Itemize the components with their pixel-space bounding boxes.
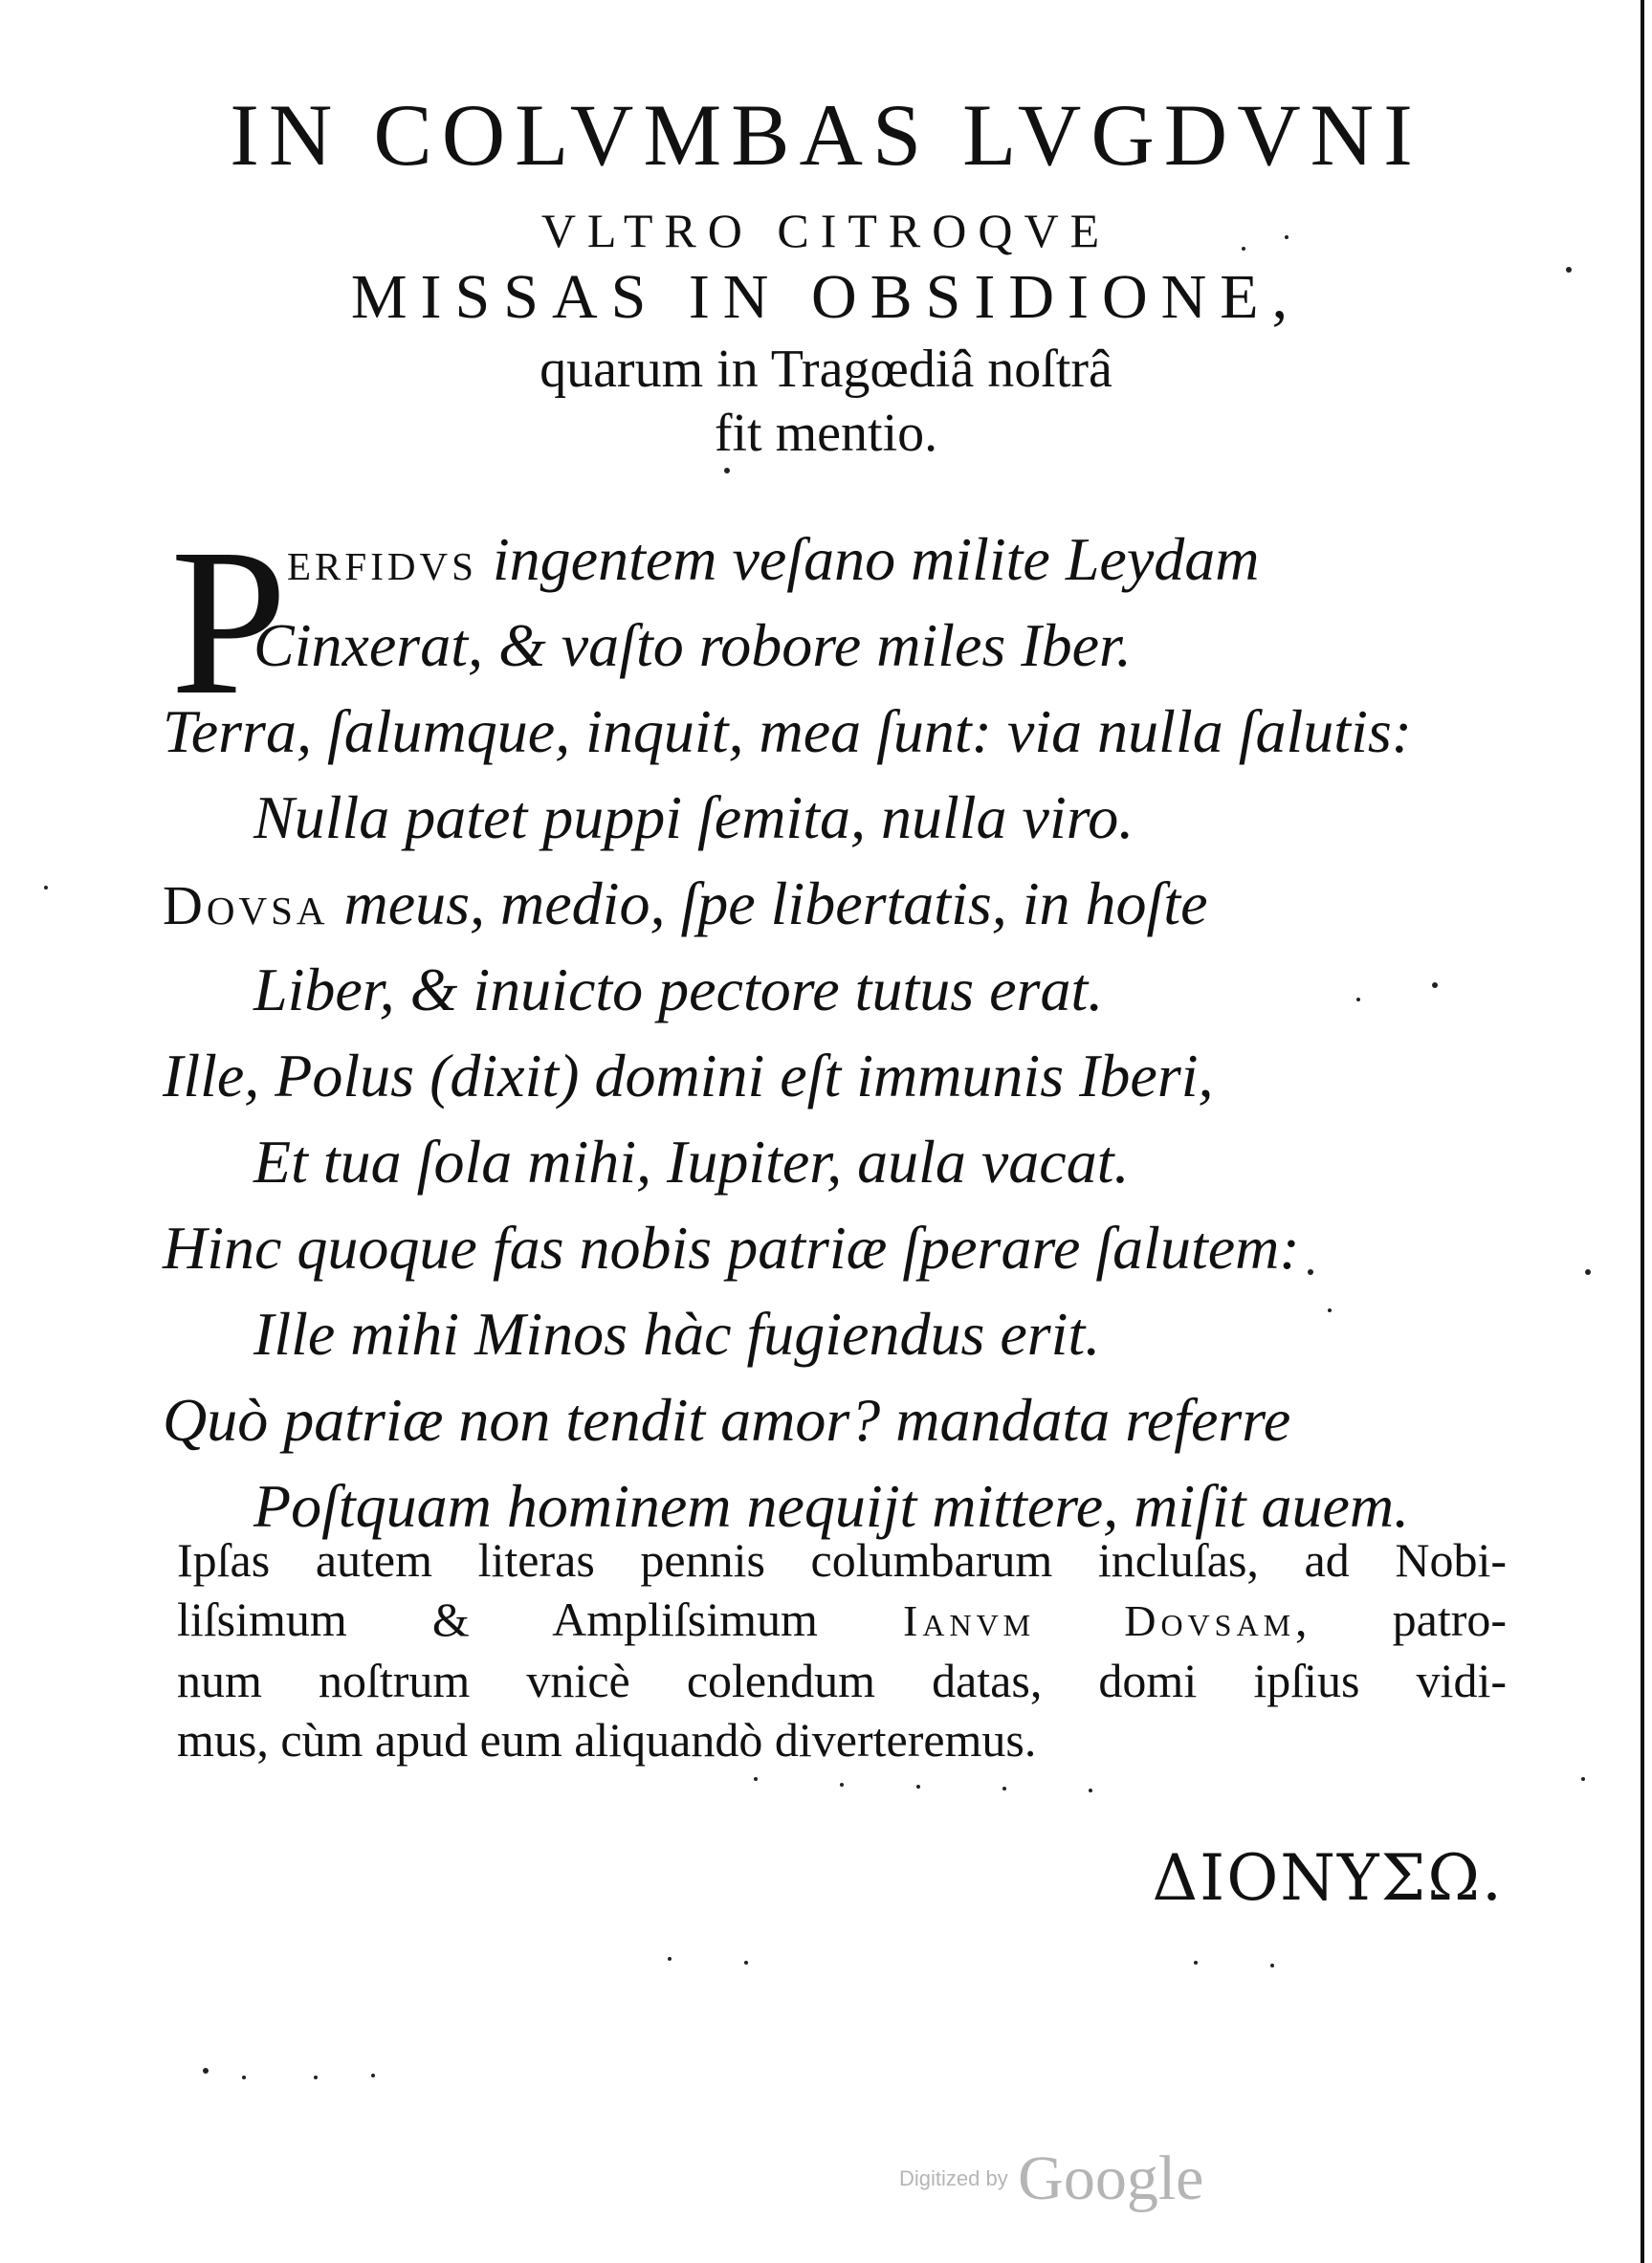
prose-line-2a: liſsimum & Ampliſsimum	[177, 1593, 904, 1646]
poem-line-8: Et tua ſola mihi, Iupiter, aula vacat.	[253, 1128, 1130, 1196]
poem-line-2: Cinxerat, & vaſto robore miles Iber.	[253, 611, 1132, 679]
signature: ΔΙΟΝΥΣΩ.	[1152, 1841, 1504, 1915]
drop-capital: P	[170, 505, 288, 738]
poem-line-5-rest: meus, medio, ſpe libertatis, in hoſte	[343, 869, 1208, 937]
watermark-prefix: Digitized by	[899, 2166, 1008, 2190]
prose-line-4: mus, cùm apud eum aliquandò diverteremus.	[177, 1713, 1037, 1767]
prose-line-1: Ipſas autem literas pennis columbarum incluſas, ad Nobi-	[177, 1533, 1507, 1587]
poem-line-11: Quò patriæ non tendit amor? mandata referre	[163, 1386, 1291, 1454]
poem-dousa: Dovsa	[163, 874, 329, 936]
poem-line-1-rest: ingentem veſano milite Leydam	[476, 525, 1260, 593]
prose-line-2	[177, 1590, 1507, 1651]
title-line-1: IN COLVMBAS LVGDVNI	[230, 86, 1422, 184]
prose-line-2b: , patro-	[1295, 1593, 1508, 1646]
title-line-4: quarum in Tragœdiâ noſtrâ	[540, 340, 1112, 399]
poem-line-12: Poſtquam hominem nequijt mittere, miſit auem.	[253, 1472, 1410, 1540]
poem-line-9: Hinc quoque fas nobis patriæ ſperare ſalutem:	[163, 1214, 1300, 1282]
page-edge	[1641, 0, 1644, 2263]
prose-line-3: num noſtrum vnicè colendum datas, domi ipſius vidi-	[177, 1654, 1507, 1707]
digitized-by-google-watermark	[899, 2142, 1203, 2215]
poem-first-word: erfidvs	[287, 530, 477, 592]
title-line-2: VLTRO CITROQVE	[540, 204, 1112, 257]
prose-name: Ianvm Dovsam	[903, 1596, 1296, 1645]
poem-line-3: Terra, ſalumque, inquit, mea ſunt: via nulla ſalutis:	[163, 697, 1413, 765]
poem-line-1	[163, 516, 1531, 603]
title-line-5: fit mentio.	[714, 404, 938, 463]
poem-line-4: Nulla patet puppi ſemita, nulla viro.	[253, 783, 1134, 851]
prose-paragraph	[177, 1530, 1507, 1769]
poem-line-6: Liber, & inuicto pectore tutus erat.	[253, 956, 1104, 1023]
poem-line-7: Ille, Polus (dixit) domini eſt immunis Iberi,	[163, 1042, 1214, 1110]
title-line-3: MISSAS IN OBSIDIONE,	[350, 262, 1302, 332]
poem	[163, 505, 1531, 1549]
google-logo: Google	[1018, 2143, 1204, 2213]
poem-line-10: Ille mihi Minos hàc fugiendus erit.	[253, 1300, 1101, 1368]
poem-line-5	[163, 861, 1531, 947]
